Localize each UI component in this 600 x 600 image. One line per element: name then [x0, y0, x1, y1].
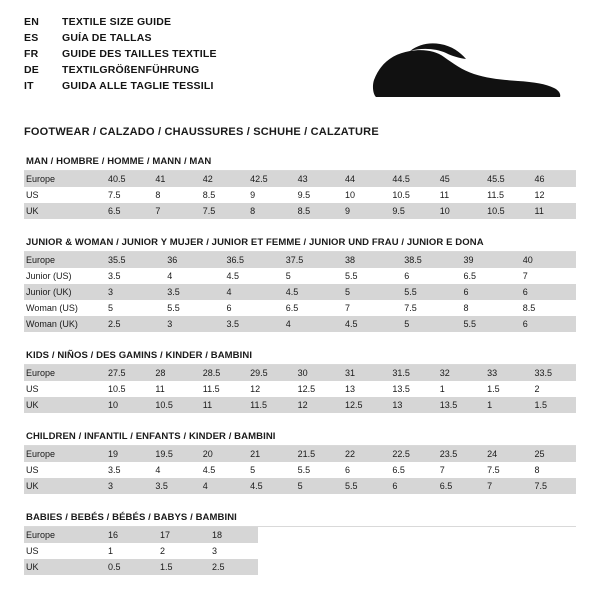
size-cell: 10.5 [149, 397, 196, 413]
size-cell: 37.5 [280, 252, 339, 268]
size-cell: 6 [398, 268, 457, 284]
size-cell: 11 [197, 397, 244, 413]
size-cell: 19.5 [149, 446, 196, 462]
row-label: US [24, 543, 102, 559]
size-cell: 42 [197, 171, 244, 187]
size-cell: 6 [339, 462, 386, 478]
row-label: Junior (UK) [24, 284, 102, 300]
language-title: GUIDE DES TAILLES TEXTILE [62, 48, 217, 60]
language-title: GUIDA ALLE TAGLIE TESSILI [62, 80, 214, 92]
language-code: FR [24, 48, 39, 60]
size-cell: 6 [517, 316, 576, 332]
empty-cell [310, 527, 362, 543]
size-cell: 5.5 [161, 300, 220, 316]
size-cell: 9 [244, 187, 291, 203]
empty-cell [518, 559, 570, 575]
empty-cell [414, 527, 466, 543]
size-cell: 5 [244, 462, 291, 478]
size-cell: 5.5 [339, 478, 386, 494]
language-title: TEXTILE SIZE GUIDE [62, 16, 172, 28]
size-cell: 6.5 [280, 300, 339, 316]
size-table [24, 252, 576, 332]
size-cell: 7 [517, 268, 576, 284]
table-row [24, 252, 576, 268]
size-cell: 5.5 [458, 316, 517, 332]
empty-cell [310, 559, 362, 575]
empty-cell [258, 559, 310, 575]
size-cell: 3.5 [221, 316, 280, 332]
size-cell: 36.5 [221, 252, 280, 268]
size-cell: 18 [206, 527, 258, 543]
size-table [24, 171, 576, 219]
row-label: UK [24, 478, 102, 494]
size-group [24, 431, 576, 494]
size-cell: 9.5 [386, 203, 433, 219]
size-cell: 8.5 [517, 300, 576, 316]
size-cell: 21.5 [292, 446, 339, 462]
size-cell: 13.5 [386, 381, 433, 397]
table-row [24, 171, 576, 187]
table-row [24, 284, 576, 300]
size-cell: 5.5 [339, 268, 398, 284]
size-cell: 38.5 [398, 252, 457, 268]
size-group [24, 350, 576, 413]
size-cell: 3 [102, 478, 149, 494]
size-cell: 2.5 [102, 316, 161, 332]
size-cell: 2 [154, 543, 206, 559]
table-row [24, 527, 600, 543]
size-cell: 7.5 [481, 462, 528, 478]
size-group [24, 512, 576, 575]
size-cell: 3 [161, 316, 220, 332]
size-cell: 44.5 [386, 171, 433, 187]
size-cell: 36 [161, 252, 220, 268]
language-row [24, 64, 217, 80]
row-label: Woman (US) [24, 300, 102, 316]
size-cell: 27.5 [102, 365, 149, 381]
table-row [24, 559, 600, 575]
table-row [24, 316, 576, 332]
size-cell: 13.5 [434, 397, 481, 413]
size-cell: 5.5 [398, 284, 457, 300]
size-cell: 22.5 [386, 446, 433, 462]
row-label: UK [24, 203, 102, 219]
empty-cell [414, 559, 466, 575]
row-label: Junior (US) [24, 268, 102, 284]
empty-cell [414, 543, 466, 559]
table-row [24, 203, 576, 219]
size-cell: 6.5 [434, 478, 481, 494]
language-row [24, 16, 217, 32]
size-cell: 45.5 [481, 171, 528, 187]
language-code: EN [24, 16, 39, 28]
size-cell: 22 [339, 446, 386, 462]
empty-cell [258, 527, 310, 543]
size-cell: 3 [206, 543, 258, 559]
size-cell: 29.5 [244, 365, 291, 381]
size-cell: 1.5 [154, 559, 206, 575]
size-cell: 12 [529, 187, 576, 203]
size-cell: 1.5 [529, 397, 576, 413]
size-cell: 16 [102, 527, 154, 543]
size-cell: 33 [481, 365, 528, 381]
language-row [24, 80, 217, 96]
language-code: IT [24, 80, 34, 92]
size-cell: 10 [102, 397, 149, 413]
language-code: ES [24, 32, 39, 44]
size-cell: 6 [517, 284, 576, 300]
size-cell: 31 [339, 365, 386, 381]
language-row [24, 32, 217, 48]
size-table [24, 446, 576, 494]
size-cell: 17 [154, 527, 206, 543]
size-cell: 7.5 [529, 478, 576, 494]
row-label: Europe [24, 446, 102, 462]
size-cell: 11 [434, 187, 481, 203]
size-table [24, 527, 600, 575]
row-label: Europe [24, 171, 102, 187]
size-cell: 2.5 [206, 559, 258, 575]
size-cell: 23.5 [434, 446, 481, 462]
size-group-title: CHILDREN / INFANTIL / ENFANTS / KINDER / BAMBINI [24, 431, 576, 446]
empty-cell [362, 527, 414, 543]
row-label: UK [24, 559, 102, 575]
size-cell: 6.5 [458, 268, 517, 284]
size-cell: 42.5 [244, 171, 291, 187]
size-group-title: BABIES / BEBÉS / BÉBÉS / BABYS / BAMBINI [24, 512, 576, 527]
table-row [24, 446, 576, 462]
size-cell: 4.5 [280, 284, 339, 300]
size-cell: 10.5 [386, 187, 433, 203]
category-title: FOOTWEAR / CALZADO / CHAUSSURES / SCHUHE / CALZATURE [24, 126, 379, 138]
size-cell: 19 [102, 446, 149, 462]
size-cell: 3.5 [102, 462, 149, 478]
size-cell: 7.5 [102, 187, 149, 203]
size-cell: 9.5 [292, 187, 339, 203]
size-cell: 7 [149, 203, 196, 219]
size-cell: 3.5 [149, 478, 196, 494]
language-title-list [24, 16, 217, 96]
size-cell: 7.5 [197, 203, 244, 219]
size-cell: 3.5 [161, 284, 220, 300]
size-cell: 12.5 [292, 381, 339, 397]
size-cell: 2 [529, 381, 576, 397]
size-cell: 8 [529, 462, 576, 478]
size-cell: 4 [221, 284, 280, 300]
size-cell: 30 [292, 365, 339, 381]
row-label: Europe [24, 365, 102, 381]
size-cell: 10 [339, 187, 386, 203]
size-group [24, 237, 576, 332]
language-title: TEXTILGRÖßENFÜHRUNG [62, 64, 200, 76]
size-cell: 33.5 [529, 365, 576, 381]
size-cell: 8.5 [292, 203, 339, 219]
empty-cell [518, 527, 570, 543]
size-cell: 43 [292, 171, 339, 187]
size-cell: 4 [280, 316, 339, 332]
row-label: UK [24, 397, 102, 413]
size-cell: 6.5 [102, 203, 149, 219]
size-cell: 5 [102, 300, 161, 316]
size-cell: 41 [149, 171, 196, 187]
table-row [24, 478, 576, 494]
size-cell: 4.5 [244, 478, 291, 494]
empty-cell [362, 543, 414, 559]
size-cell: 11 [149, 381, 196, 397]
size-cell: 3.5 [102, 268, 161, 284]
language-code: DE [24, 64, 39, 76]
size-cell: 32 [434, 365, 481, 381]
size-cell: 1.5 [481, 381, 528, 397]
row-label: US [24, 462, 102, 478]
language-title: GUÍA DE TALLAS [62, 32, 152, 44]
empty-cell [362, 559, 414, 575]
size-cell: 39 [458, 252, 517, 268]
size-cell: 13 [386, 397, 433, 413]
size-cell: 44 [339, 171, 386, 187]
size-cell: 6 [221, 300, 280, 316]
size-cell: 11.5 [197, 381, 244, 397]
size-cell: 5 [398, 316, 457, 332]
size-cell: 1 [102, 543, 154, 559]
size-cell: 8.5 [197, 187, 244, 203]
size-cell: 10.5 [481, 203, 528, 219]
size-group [24, 156, 576, 219]
empty-cell [310, 543, 362, 559]
table-row [24, 300, 576, 316]
size-cell: 6 [458, 284, 517, 300]
size-cell: 13 [339, 381, 386, 397]
size-tables-root [24, 156, 576, 575]
size-cell: 9 [339, 203, 386, 219]
size-cell: 8 [149, 187, 196, 203]
empty-cell [570, 559, 600, 575]
size-cell: 4.5 [197, 462, 244, 478]
table-row [24, 543, 600, 559]
size-cell: 35.5 [102, 252, 161, 268]
size-cell: 12.5 [339, 397, 386, 413]
size-cell: 28.5 [197, 365, 244, 381]
size-group-title: MAN / HOMBRE / HOMME / MANN / MAN [24, 156, 576, 171]
size-cell: 11.5 [481, 187, 528, 203]
table-row [24, 381, 576, 397]
size-cell: 4 [161, 268, 220, 284]
size-cell: 12 [292, 397, 339, 413]
size-cell: 25 [529, 446, 576, 462]
size-cell: 0.5 [102, 559, 154, 575]
size-cell: 38 [339, 252, 398, 268]
size-cell: 45 [434, 171, 481, 187]
size-cell: 11 [529, 203, 576, 219]
empty-cell [258, 543, 310, 559]
size-cell: 4 [149, 462, 196, 478]
row-label: Woman (UK) [24, 316, 102, 332]
size-cell: 8 [458, 300, 517, 316]
table-row [24, 365, 576, 381]
size-cell: 5.5 [292, 462, 339, 478]
row-label: US [24, 381, 102, 397]
size-cell: 21 [244, 446, 291, 462]
size-cell: 46 [529, 171, 576, 187]
size-cell: 1 [481, 397, 528, 413]
size-cell: 6 [386, 478, 433, 494]
size-cell: 7 [339, 300, 398, 316]
size-cell: 28 [149, 365, 196, 381]
table-row [24, 397, 576, 413]
size-cell: 10 [434, 203, 481, 219]
size-cell: 4.5 [339, 316, 398, 332]
size-cell: 24 [481, 446, 528, 462]
size-cell: 4.5 [221, 268, 280, 284]
dress-shoe-icon [366, 34, 566, 106]
size-cell: 7 [434, 462, 481, 478]
row-label: Europe [24, 527, 102, 543]
size-cell: 40.5 [102, 171, 149, 187]
size-cell: 5 [280, 268, 339, 284]
row-label: Europe [24, 252, 102, 268]
table-row [24, 187, 576, 203]
document-header [24, 16, 576, 112]
language-row [24, 48, 217, 64]
empty-cell [570, 543, 600, 559]
size-cell: 3 [102, 284, 161, 300]
size-cell: 4 [197, 478, 244, 494]
empty-cell [518, 543, 570, 559]
row-label: US [24, 187, 102, 203]
size-group-title: KIDS / NIÑOS / DES GAMINS / KINDER / BAMBINI [24, 350, 576, 365]
size-cell: 8 [244, 203, 291, 219]
size-cell: 40 [517, 252, 576, 268]
size-cell: 7 [481, 478, 528, 494]
table-row [24, 268, 576, 284]
table-row [24, 462, 576, 478]
empty-cell [466, 543, 518, 559]
size-cell: 20 [197, 446, 244, 462]
size-cell: 1 [434, 381, 481, 397]
size-cell: 10.5 [102, 381, 149, 397]
size-cell: 31.5 [386, 365, 433, 381]
size-group-title: JUNIOR & WOMAN / JUNIOR Y MUJER / JUNIOR ET FEMME / JUNIOR UND FRAU / JUNIOR E DONA [24, 237, 576, 252]
size-cell: 12 [244, 381, 291, 397]
size-cell: 5 [292, 478, 339, 494]
size-table [24, 365, 576, 413]
empty-cell [570, 527, 600, 543]
empty-cell [466, 559, 518, 575]
size-cell: 11.5 [244, 397, 291, 413]
size-cell: 6.5 [386, 462, 433, 478]
size-cell: 5 [339, 284, 398, 300]
size-cell: 7.5 [398, 300, 457, 316]
empty-cell [466, 527, 518, 543]
